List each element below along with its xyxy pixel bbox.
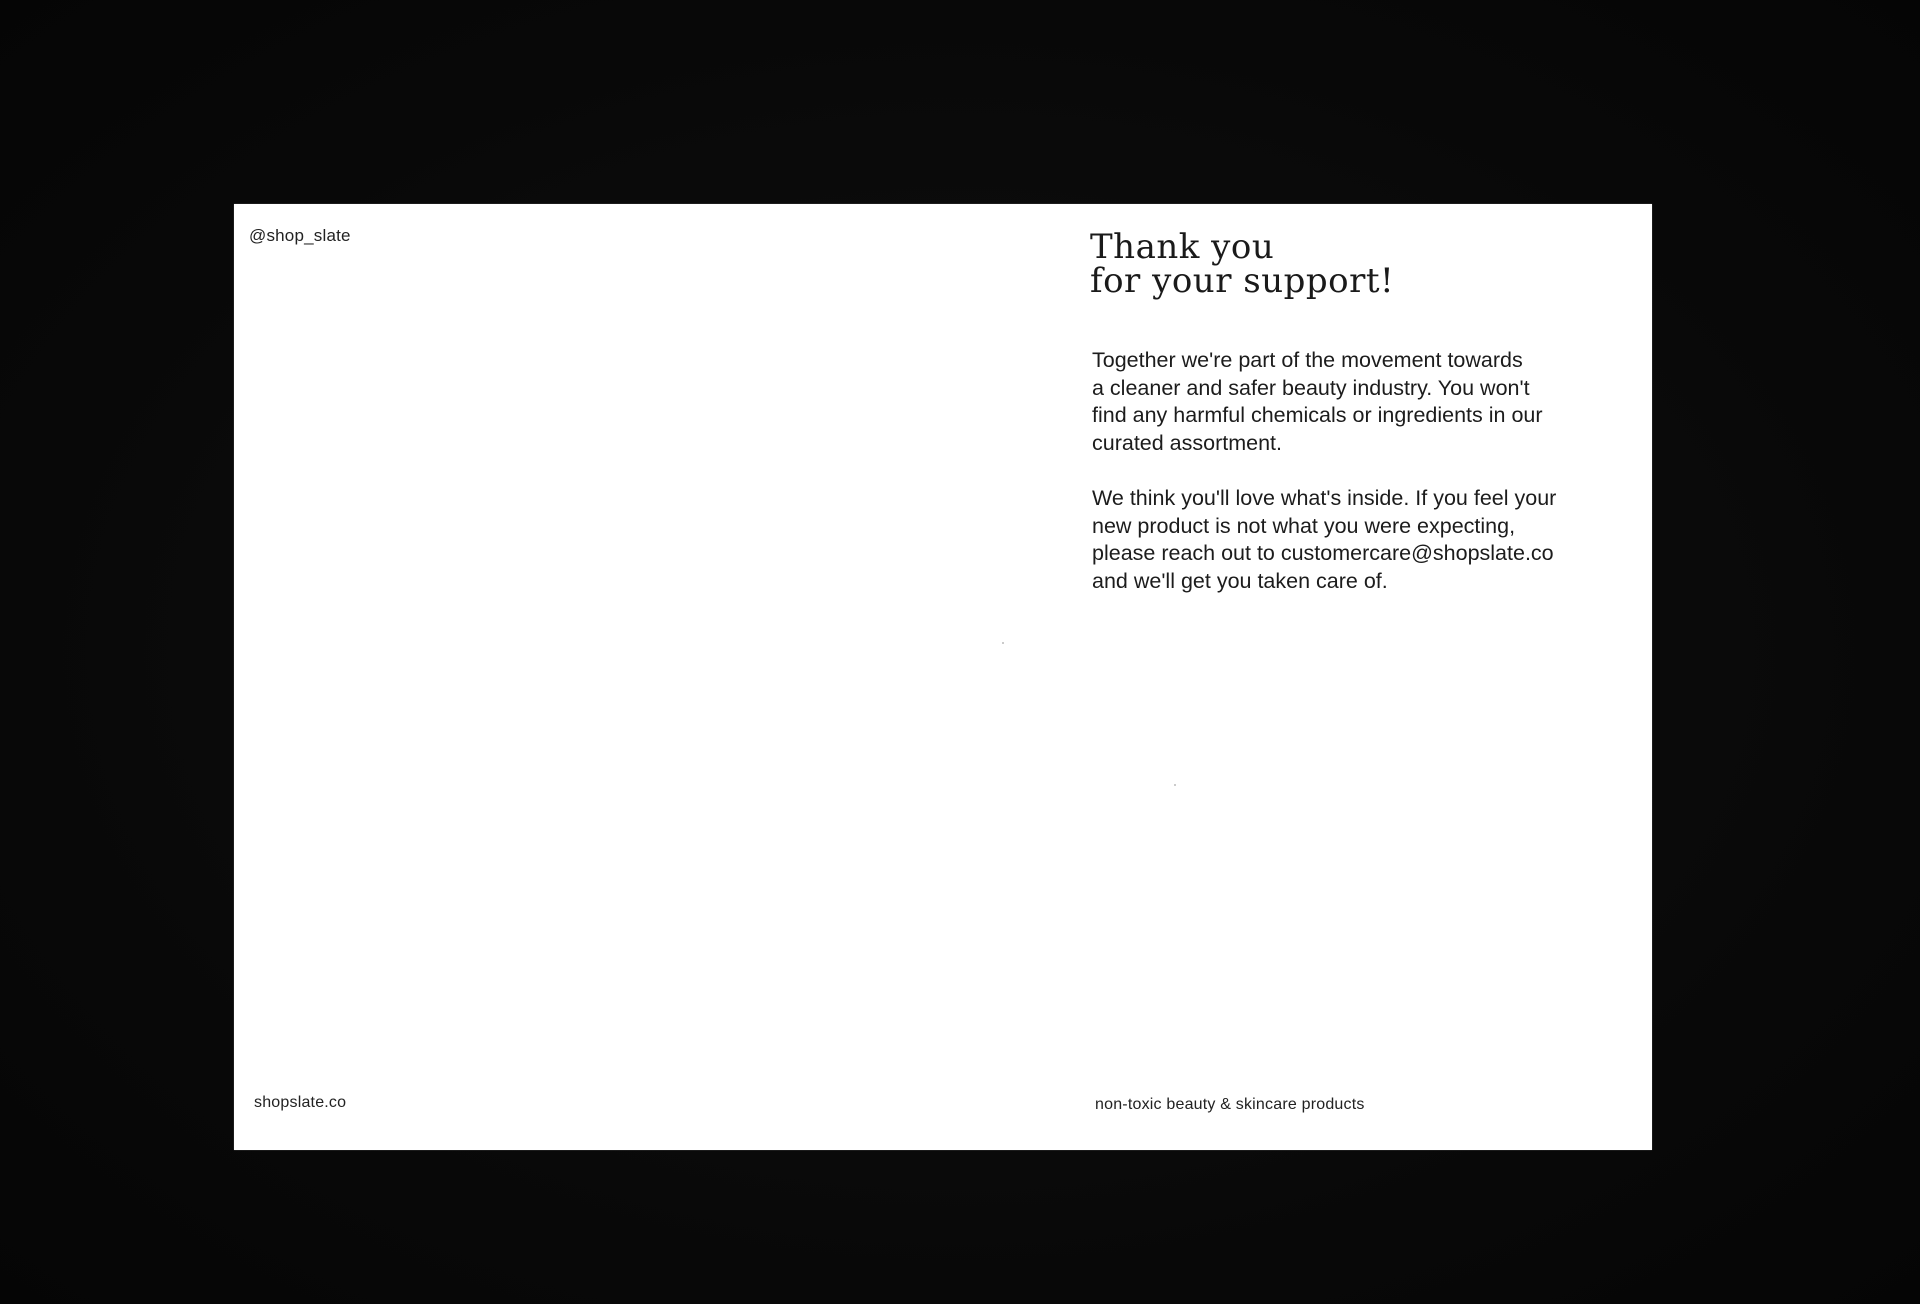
paragraph-line: Together we're part of the movement towards bbox=[1092, 348, 1523, 372]
paragraph-line: find any harmful chemicals or ingredients in our bbox=[1092, 403, 1543, 427]
paragraph-line: new product is not what you were expecting, bbox=[1092, 513, 1516, 538]
headline-line-2: for your support! bbox=[1090, 261, 1395, 301]
paragraph-line: and we'll get you taken care of. bbox=[1092, 568, 1388, 593]
paragraph-line: We think you'll love what's inside. If you feel your bbox=[1092, 486, 1557, 510]
website-url: shopslate.co bbox=[254, 1094, 347, 1111]
card-headline bbox=[1090, 227, 1610, 301]
brand-tagline: non-toxic beauty & skincare products bbox=[1095, 1096, 1365, 1113]
thank-you-card bbox=[234, 204, 1652, 1150]
paragraph-line: curated assortment. bbox=[1092, 430, 1283, 455]
paper-speck bbox=[1174, 784, 1176, 786]
paragraph-line: please reach out to customercare@shopslate.co bbox=[1092, 541, 1554, 565]
paper-speck bbox=[1002, 642, 1004, 644]
paragraph-mission bbox=[1092, 347, 1612, 457]
paragraph-support bbox=[1092, 485, 1612, 595]
instagram-handle: @shop_slate bbox=[249, 226, 351, 245]
headline-line-1: Thank you bbox=[1090, 227, 1275, 267]
paragraph-line: a cleaner and safer beauty industry. You won't bbox=[1092, 375, 1530, 400]
